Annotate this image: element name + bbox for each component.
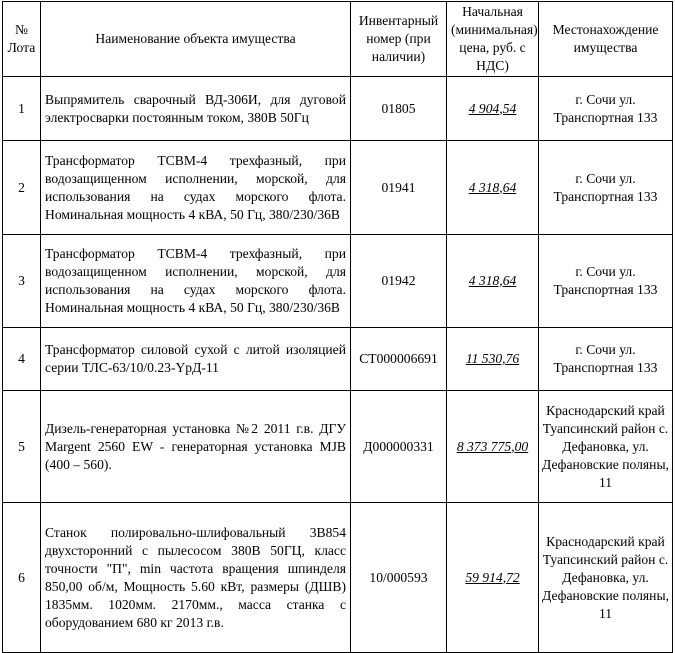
start-price: 4 318,64	[447, 235, 539, 328]
item-name: Трансформатор ТСВМ-4 трехфазный, при водозащищенном исполнении, морской, для использования на судах морского флота. Номинальная мощность 4 кВА, 50 Гц, 380/230/36В	[41, 141, 351, 235]
lot-number: 1	[3, 77, 41, 141]
table-row	[3, 503, 673, 653]
lot-number: 3	[3, 235, 41, 328]
location: Краснодарский край Туапсинский район с. Дефановка, ул. Дефановские поляны, 11	[539, 503, 673, 653]
table-row	[3, 235, 673, 328]
header-location: Местонахождение имущества	[539, 2, 673, 77]
location: г. Сочи ул. Транспортная 133	[539, 77, 673, 141]
start-price: 4 318,64	[447, 141, 539, 235]
start-price: 59 914,72	[447, 503, 539, 653]
location: г. Сочи ул. Транспортная 133	[539, 235, 673, 328]
start-price: 4 904,54	[447, 77, 539, 141]
header-lot: № Лота	[3, 2, 41, 77]
table-row	[3, 391, 673, 503]
item-name: Выпрямитель сварочный ВД-306И, для дуговой электросварки постоянным током, 380В 50Гц	[41, 77, 351, 141]
lot-number: 4	[3, 328, 41, 391]
inventory-number: Д000000331	[351, 391, 447, 503]
inventory-number: СТ000006691	[351, 328, 447, 391]
inventory-number: 01942	[351, 235, 447, 328]
location: г. Сочи ул. Транспортная 133	[539, 141, 673, 235]
item-name: Дизель-генераторная установка №2 2011 г.в. ДГУ Margent 2560 EW - генераторная установка MJB (400 – 560).	[41, 391, 351, 503]
item-name: Станок полировально-шлифовальный 3В854 двухсторонний с пылесосом 380В 50ГЦ, класс точности "П", min частота вращения шпинделя 850,00 об/м, Мощность 5.60 кВт, размеры (ДШВ) 1835мм. 1020мм. 2170мм., масса станка с оборудованием 680 кг 2013 г.в.	[41, 503, 351, 653]
lot-number: 6	[3, 503, 41, 653]
start-price: 8 373 775,00	[447, 391, 539, 503]
lot-number: 2	[3, 141, 41, 235]
start-price: 11 530,76	[447, 328, 539, 391]
item-name: Трансформатор силовой сухой с литой изоляцией серии ТЛС-63/10/0.23-YрД-11	[41, 328, 351, 391]
inventory-number: 01805	[351, 77, 447, 141]
table-row	[3, 141, 673, 235]
header-row	[3, 2, 673, 77]
lot-number: 5	[3, 391, 41, 503]
inventory-number: 01941	[351, 141, 447, 235]
header-price: Начальная (минимальная) цена, руб. с НДС)	[447, 2, 539, 77]
inventory-number: 10/000593	[351, 503, 447, 653]
table-row	[3, 328, 673, 391]
header-inventory: Инвентарный номер (при наличии)	[351, 2, 447, 77]
table-row	[3, 77, 673, 141]
location: Краснодарский край Туапсинский район с. Дефановка, ул. Дефановские поляны, 11	[539, 391, 673, 503]
location: г. Сочи ул. Транспортная 133	[539, 328, 673, 391]
header-name: Наименование объекта имущества	[41, 2, 351, 77]
property-lots-table	[2, 1, 673, 653]
item-name: Трансформатор ТСВМ-4 трехфазный, при водозащищенном исполнении, морской, для использования на судах морского флота. Номинальная мощность 4 кВА, 50 Гц, 380/230/36В	[41, 235, 351, 328]
